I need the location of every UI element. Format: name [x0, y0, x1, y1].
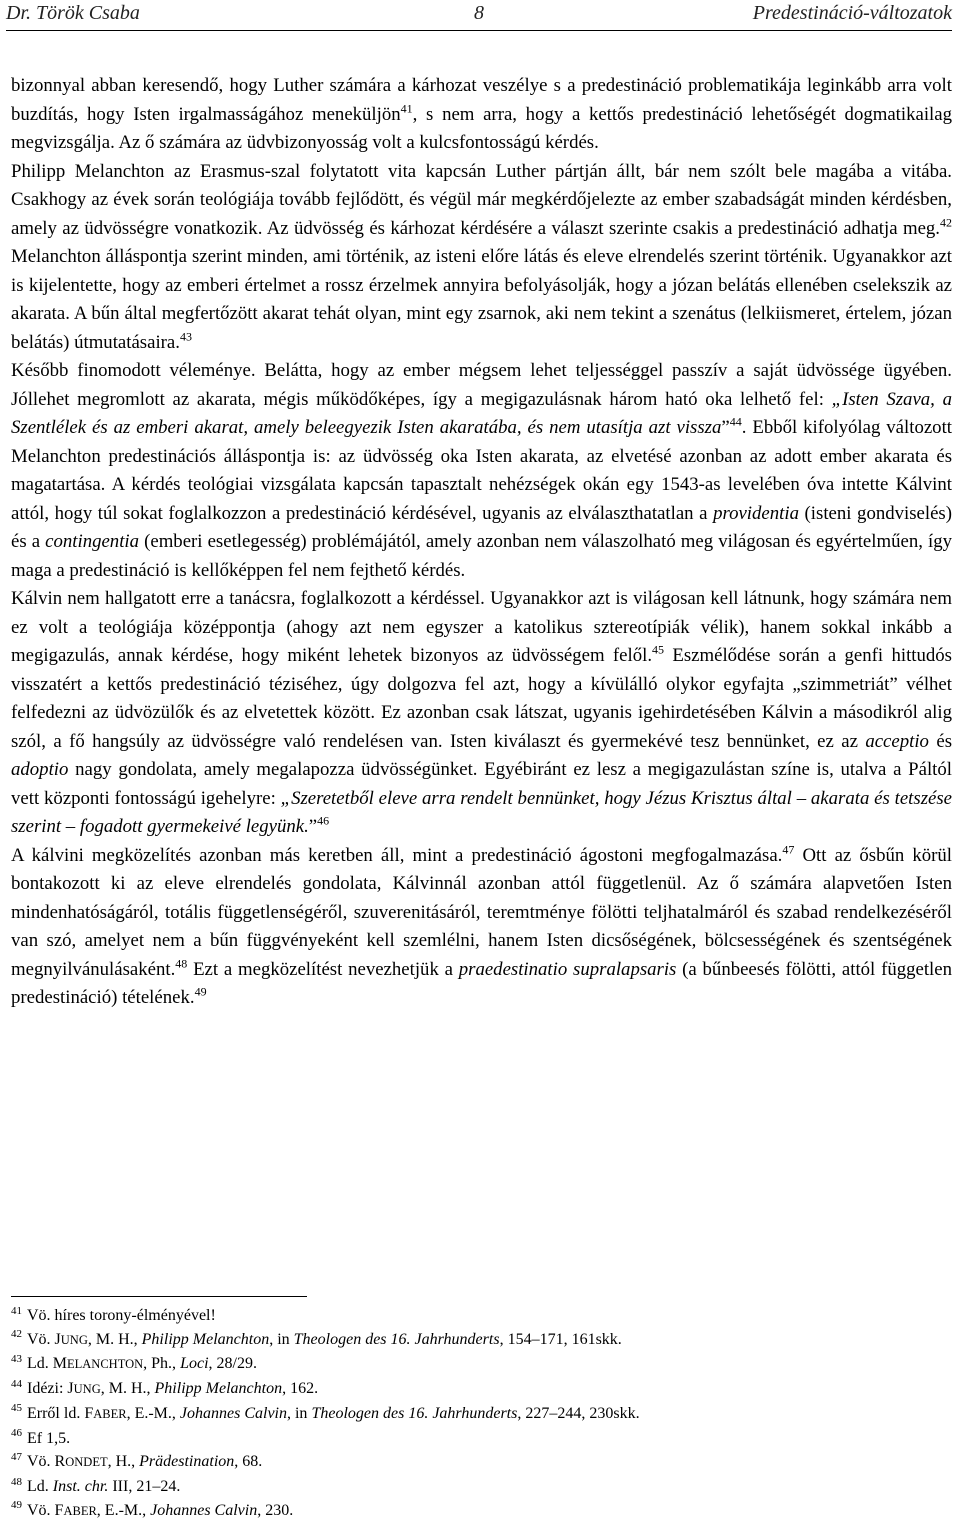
- text-run: , s nem arra, hogy a kettős predestináció lehetőségét dogmatikailag megvizsgálja. Az ő számára az üdvbizonyosság volt a kulcsfontosságú kérdés.: [11, 103, 952, 153]
- text-run: . Ebből kifolyólag változott Melanchton predestinációs álláspontja is: az üdvösség oka Isten akarata, az elvetésé azonban az adott ember akarata és magatartása. A kérdés teológiai vizsgálata kapcsán tapasztalt nehézségek okán egy 1543-as levelében óva intette Kálvint attól, hogy túl sokat foglalkozzon a predestináció kérdésével, ugyanis az elválaszthatatlan a: [11, 417, 952, 524]
- footnote-text: , H.,: [107, 1453, 140, 1471]
- paragraph-3: [11, 357, 952, 585]
- text-run: és: [928, 730, 952, 752]
- footnote-italic: Theologen des 16. Jahrhunderts: [311, 1404, 518, 1422]
- footnote-number: 43: [11, 1353, 22, 1366]
- text-run: (a bűnbeesés fölötti, attól független predestináció) tételének.: [11, 958, 952, 1008]
- footnote-text: Vö. J: [27, 1330, 61, 1348]
- italic-text: adoptio: [11, 759, 69, 780]
- header-rule: [6, 30, 952, 31]
- text-run: Ott az ősbűn körül bontakozott ki az eleve elrendelés gondolata, Kálvinnál azonban attól függetlenül. Az ő számára alapvetően Isten mindenhatóságáról, totális függetlenségéről, szuverenitásáról, teremtménye fölötti teljhatalmáról és szabad rendelkezéséről van szó, amelyet nem a bűn függvényeként kell szemlélni, hanem Isten dicsőségének, bölcsességének és szentségének megnyilvánulásaként.: [11, 844, 953, 980]
- footnote-text: Vö. híres torony-élményével!: [27, 1307, 216, 1324]
- footnotes: [11, 1304, 952, 1523]
- footnote-italic: Johannes Calvin: [179, 1404, 287, 1422]
- italic-text: providentia: [713, 502, 799, 524]
- footnote-ref: 46: [317, 813, 330, 828]
- footnote-text: , M. H.,: [87, 1330, 142, 1348]
- footnote-text: Vö. F: [27, 1501, 64, 1519]
- footnote-42: [11, 1328, 952, 1353]
- paragraph-1: [11, 72, 952, 158]
- text-run: Kálvin nem hallgatott erre a tanácsra, foglalkozott a kérdéssel. Ugyanakkor azt is világosan kell látnunk, hogy számára nem ez volt a teológiája középpontja (ahogy azt nem egyszer a katolikus sztereotípiák vélik), hanem sokkal inkább a megigazulás, annak kérdése, hogy miként lehetek bizonyos az üdvösségem felől.: [11, 588, 952, 666]
- footnote-number: 45: [11, 1402, 22, 1415]
- text-run: (emberi esetlegesség) problémájától, amely azonban nem válaszolható meg világosan és egyértelműen, így maga a predestináció is kellőképpen fel nem fejthető kérdés.: [11, 531, 952, 581]
- footnote-number: 46: [11, 1427, 22, 1440]
- footnote-text: Ef 1,5.: [27, 1429, 71, 1447]
- footnote-text: Vö. R: [27, 1453, 66, 1471]
- text-run: Ezt a megközelítést nevezhetjük a: [187, 958, 459, 980]
- footnote-text: , E.-M.,: [126, 1404, 180, 1422]
- text-run: Melanchton álláspontja szerint minden, ami történik, az isteni előre látás és eleve elrendelés szerint történik. Ugyanakkor azt is kijelentette, hogy az emberi értelmet a rossz érzelmek annyira befolyásolják, hogy a józan belátás ellenében cselekszik az akarata. A bűn által megfertőzött akarat tehát olyan, mint egy zsarnok, aki nem tekint a szenátus (lelkiismeret, értelem, józan belátás) útmutatásaira.: [11, 246, 952, 353]
- footnote-number: 47: [11, 1450, 22, 1463]
- footnote-text: Ld. M: [27, 1355, 67, 1373]
- footnote-46: [11, 1427, 952, 1451]
- footnote-ref: 49: [194, 984, 207, 999]
- italic-text: praedestinatio supralapsaris: [458, 958, 677, 980]
- footnote-41: [11, 1304, 952, 1328]
- italic-text: acceptio: [865, 730, 929, 752]
- footnote-48: [11, 1475, 952, 1499]
- footnote-italic: Philipp Melanchton: [154, 1380, 283, 1398]
- italic-text: „Szeretetből eleve arra rendelt bennünket, hogy Jézus Krisztus által – akarata és tetszése szerint – fogadott gyermekeivé legyünk.: [11, 787, 952, 837]
- italic-text: „Isten Szava, a Szentlélek és az emberi akarat, amely beleegyezik Isten akaratába, és nem utasítja azt vissza: [11, 388, 952, 438]
- footnote-45: [11, 1402, 952, 1427]
- footnote-44: [11, 1377, 952, 1402]
- footnote-text: ABER: [63, 1503, 97, 1518]
- footnote-ref: 45: [652, 642, 665, 657]
- footnote-text: III, 21–24.: [108, 1477, 181, 1495]
- footnote-47: [11, 1450, 952, 1475]
- text-run: A kálvini megközelítés azonban más keretben áll, mint a predestináció ágostoni megfogalmazása.: [11, 844, 783, 866]
- paragraph-2: [11, 158, 952, 358]
- footnote-text: ELANCHTON: [67, 1357, 144, 1372]
- footnote-text: , 68.: [234, 1453, 263, 1471]
- text-run: nagy gondolata, amely megalapozza üdvösségünket. Egyébiránt ez lesz a megigazulástan színe is, utalva a Páltól vett központi fontosságú igehelyre:: [11, 759, 952, 809]
- footnote-text: , 162.: [282, 1380, 319, 1398]
- footnote-number: 48: [11, 1475, 22, 1488]
- header-title: Predestináció-változatok: [752, 2, 952, 24]
- footnote-text: Idézi: J: [27, 1380, 74, 1398]
- italic-text: contingentia: [45, 531, 140, 552]
- footnote-text: , 230.: [257, 1501, 294, 1519]
- body-text: [11, 72, 952, 1013]
- text-run: bizonnyal abban keresendő, hogy Luther számára a kárhozat veszélye s a predestináció problematikája leginkább arra volt buzdítás, hogy Isten irgalmasságához meneküljön: [11, 75, 952, 125]
- footnote-italic: Inst. chr.: [52, 1477, 109, 1495]
- footnote-italic: Prädestination: [139, 1453, 235, 1471]
- footnote-number: 41: [11, 1304, 22, 1317]
- footnote-text: , E.-M.,: [96, 1501, 151, 1519]
- footnote-43: [11, 1352, 952, 1377]
- text-run: ”: [721, 417, 730, 438]
- footnote-text: , in: [286, 1404, 312, 1422]
- text-run: Eszmélődése során a genfi hittudós visszatért a kettős predestináció téziséhez, úgy dolgozva fel azt, hogy a kívülálló olykor egyfajta „szimmetriát” vélhet felfedezni az üdvözülők és az elvetettek között. Ez azonban csak látszat, ugyanis igehirdetésében Kálvin a másodikról alig szól, a fő hangsúly az üdvösségre való rendelésen van. Isten kiválaszt és gyermekévé tesz bennünket, ez az: [11, 645, 952, 752]
- footnote-text: Erről ld. F: [27, 1404, 94, 1422]
- footnote-text: ONDET: [65, 1455, 108, 1470]
- footnote-number: 49: [11, 1499, 22, 1512]
- running-header: [6, 2, 952, 28]
- footnote-text: Ld.: [27, 1477, 53, 1495]
- footnote-ref: 44: [729, 414, 742, 429]
- footnote-number: 44: [11, 1377, 22, 1390]
- footnote-ref: 41: [400, 101, 413, 116]
- paragraph-5: [11, 842, 952, 1013]
- text-run: Később finomodott véleménye. Belátta, hogy az ember mégsem lehet teljességgel passzív a saját üdvössége ügyében. Jóllehet megromlott az akarata, mégis működőképes, így a megigazulásnak három ható oka lelhető fel:: [11, 360, 952, 410]
- footnote-ref: 48: [175, 956, 188, 971]
- footnote-italic: Loci: [180, 1355, 209, 1373]
- text-run: ”: [308, 816, 318, 837]
- text-run: (isteni gondviselés) és a: [11, 502, 952, 552]
- footnote-text: , 154–171, 161skk.: [499, 1330, 622, 1348]
- footnote-text: ABER: [93, 1406, 127, 1421]
- footnote-text: UNG: [60, 1332, 88, 1347]
- footnote-separator: [11, 1296, 307, 1297]
- footnote-italic: Johannes Calvin: [150, 1501, 258, 1519]
- footnote-text: , Ph.,: [143, 1355, 181, 1373]
- footnote-ref: 47: [782, 842, 795, 857]
- footnote-ref: 42: [940, 215, 952, 230]
- text-run: Philipp Melanchton az Erasmus-szal folytatott vita kapcsán Luther pártján állt, bár nem szólt bele magába a vitába. Csakhogy az évek során teológiája tovább fejlődött, és végül már megkérdőjelezte az ember szabadságát minden kérdésben, amely az üdvösségre vonatkozik. Az üdvösség és kárhozat kérdésére a választ szerinte csakis a predestináció adhatja meg.: [11, 160, 952, 239]
- footnote-text: , 227–244, 230skk.: [517, 1404, 640, 1422]
- footnote-text: , 28/29.: [208, 1355, 257, 1373]
- footnote-49: [11, 1499, 952, 1523]
- footnote-text: UNG: [73, 1382, 101, 1397]
- header-page-number: 8: [474, 2, 484, 24]
- header-author: Dr. Török Csaba: [6, 2, 140, 24]
- footnote-text: , in: [269, 1330, 294, 1348]
- footnote-number: 42: [11, 1328, 22, 1341]
- footnote-italic: Philipp Melanchton: [141, 1330, 270, 1348]
- footnote-italic: Theologen des 16. Jahrhunderts: [293, 1330, 500, 1348]
- paragraph-4: [11, 585, 952, 842]
- footnote-ref: 43: [179, 329, 192, 344]
- footnote-text: , M. H.,: [100, 1380, 155, 1398]
